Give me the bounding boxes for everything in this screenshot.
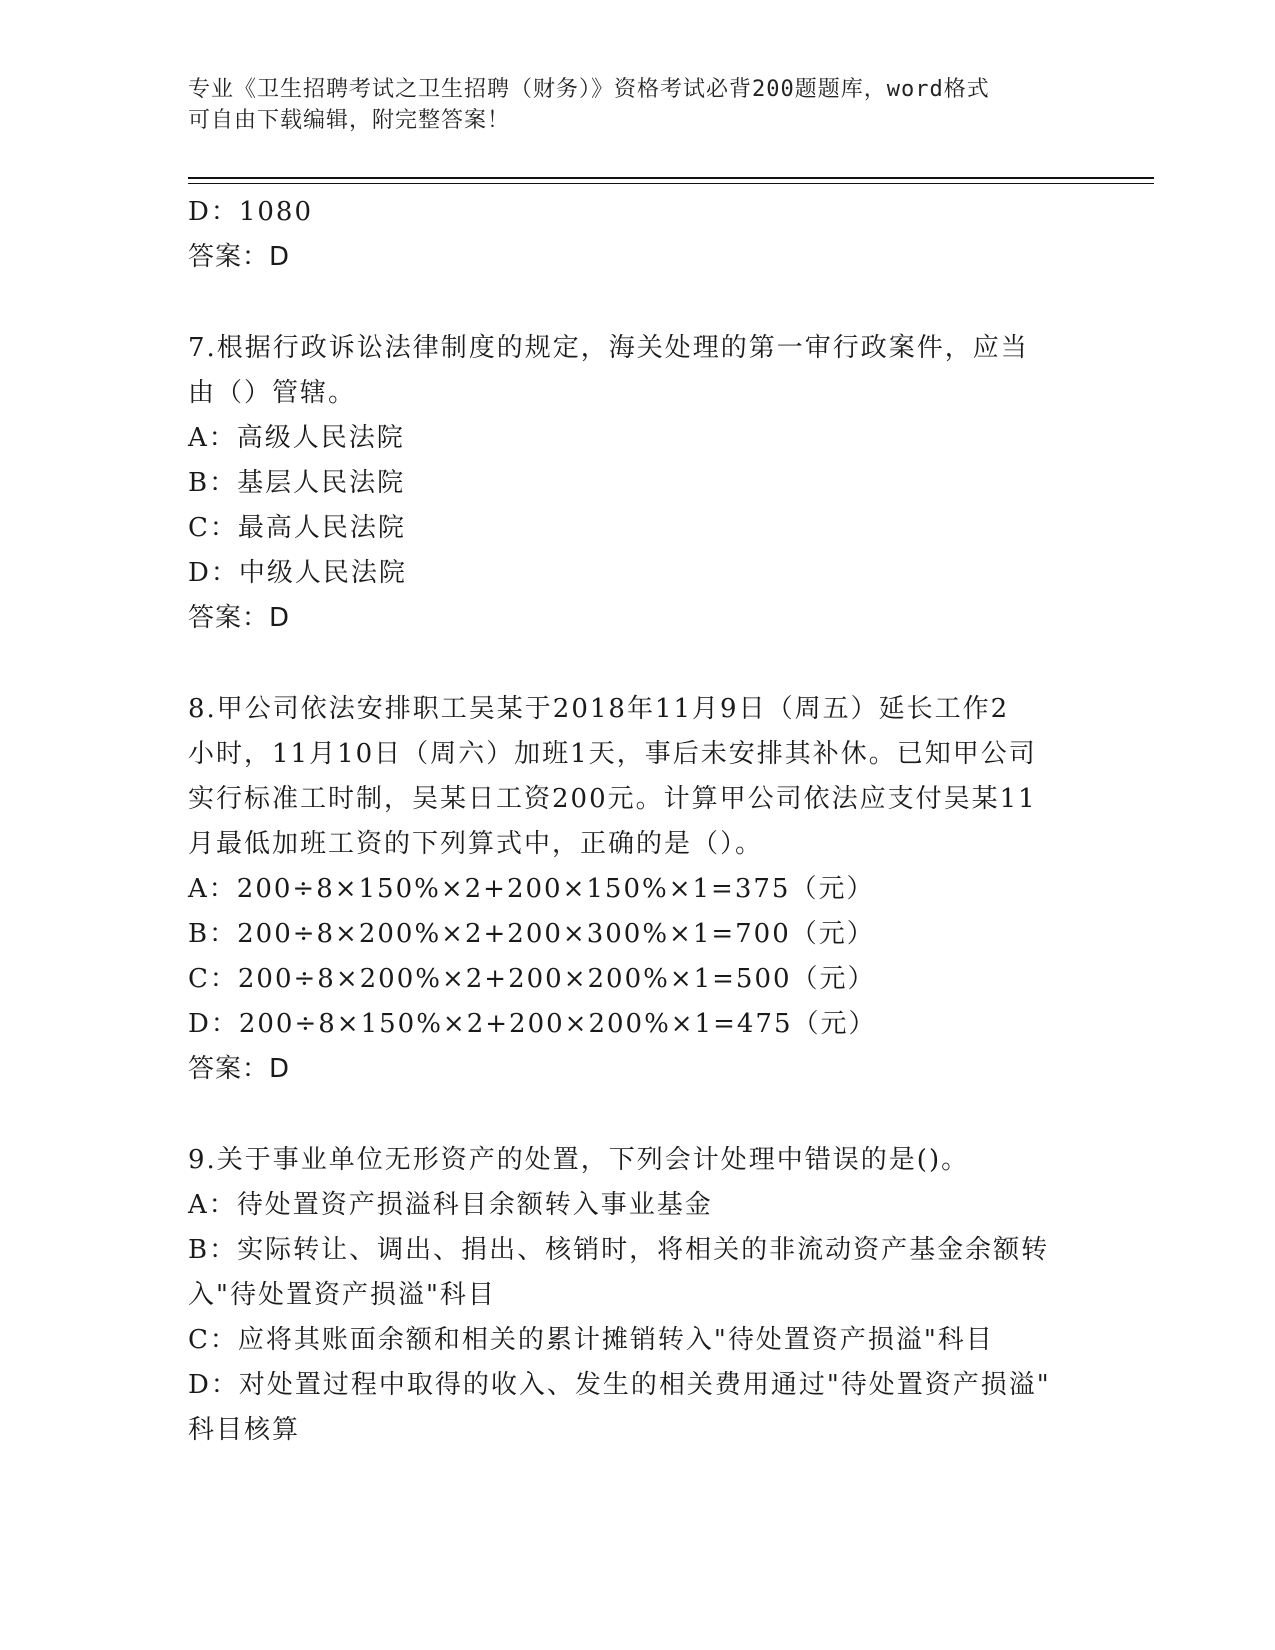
option-d: D：中级人民法院 — [188, 558, 407, 588]
option-d: D：对处置过程中取得的收入、发生的相关费用通过"待处置资产损溢" — [188, 1370, 1051, 1400]
option-c: C：200÷8×200%×2+200×200%×1=500（元） — [188, 964, 876, 994]
answer-line: 答案：D — [188, 1054, 291, 1084]
option-b: B：实际转让、调出、捐出、核销时，将相关的非流动资产基金余额转 — [188, 1235, 1050, 1265]
question-stem: 由（）管辖。 — [188, 378, 357, 408]
option-a: A：待处置资产损溢科目余额转入事业基金 — [188, 1190, 713, 1220]
spacer — [188, 641, 1088, 687]
answer-line: 答案：D — [188, 603, 291, 633]
document-body — [188, 190, 1088, 1453]
option-c: C：最高人民法院 — [188, 513, 406, 543]
question-stem: 实行标准工时制，吴某日工资200元。计算甲公司依法应支付吴某11 — [188, 784, 1037, 814]
question-stem: 7.根据行政诉讼法律制度的规定，海关处理的第一审行政案件，应当 — [188, 333, 1029, 363]
option-a: A：200÷8×150%×2+200×150%×1=375（元） — [188, 874, 875, 904]
header-rule-thin — [188, 183, 1154, 184]
question-8 — [188, 687, 1088, 1092]
option-b-continued: 入"待处置资产损溢"科目 — [188, 1280, 496, 1310]
question-stem: 小时，11月10日（周六）加班1天，事后未安排其补休。已知甲公司 — [188, 739, 1037, 769]
option-d: D：1080 — [188, 197, 314, 227]
question-stem: 月最低加班工资的下列算式中，正确的是（）。 — [188, 829, 764, 859]
question-6-tail — [188, 190, 1088, 280]
option-b: B：基层人民法院 — [188, 468, 406, 498]
option-d-continued: 科目核算 — [188, 1415, 301, 1445]
question-9 — [188, 1138, 1088, 1453]
option-b: B：200÷8×200%×2+200×300%×1=700（元） — [188, 919, 875, 949]
header-line-2: 可自由下载编辑，附完整答案！ — [188, 108, 511, 133]
answer-line: 答案：D — [188, 242, 291, 272]
spacer — [188, 280, 1088, 326]
spacer — [188, 1092, 1088, 1138]
question-7 — [188, 326, 1088, 641]
page-header — [188, 74, 1068, 136]
question-stem: 8.甲公司依法安排职工吴某于2018年11月9日（周五）延长工作2 — [188, 694, 1010, 724]
option-a: A：高级人民法院 — [188, 423, 405, 453]
option-d: D：200÷8×150%×2+200×200%×1=475（元） — [188, 1009, 877, 1039]
header-rule-thick — [188, 177, 1154, 179]
question-stem: 9.关于事业单位无形资产的处置，下列会计处理中错误的是()。 — [188, 1145, 970, 1175]
header-line-1: 专业《卫生招聘考试之卫生招聘（财务）》资格考试必背200题题库，word格式 — [188, 77, 990, 102]
option-c: C：应将其账面余额和相关的累计摊销转入"待处置资产损溢"科目 — [188, 1325, 994, 1355]
